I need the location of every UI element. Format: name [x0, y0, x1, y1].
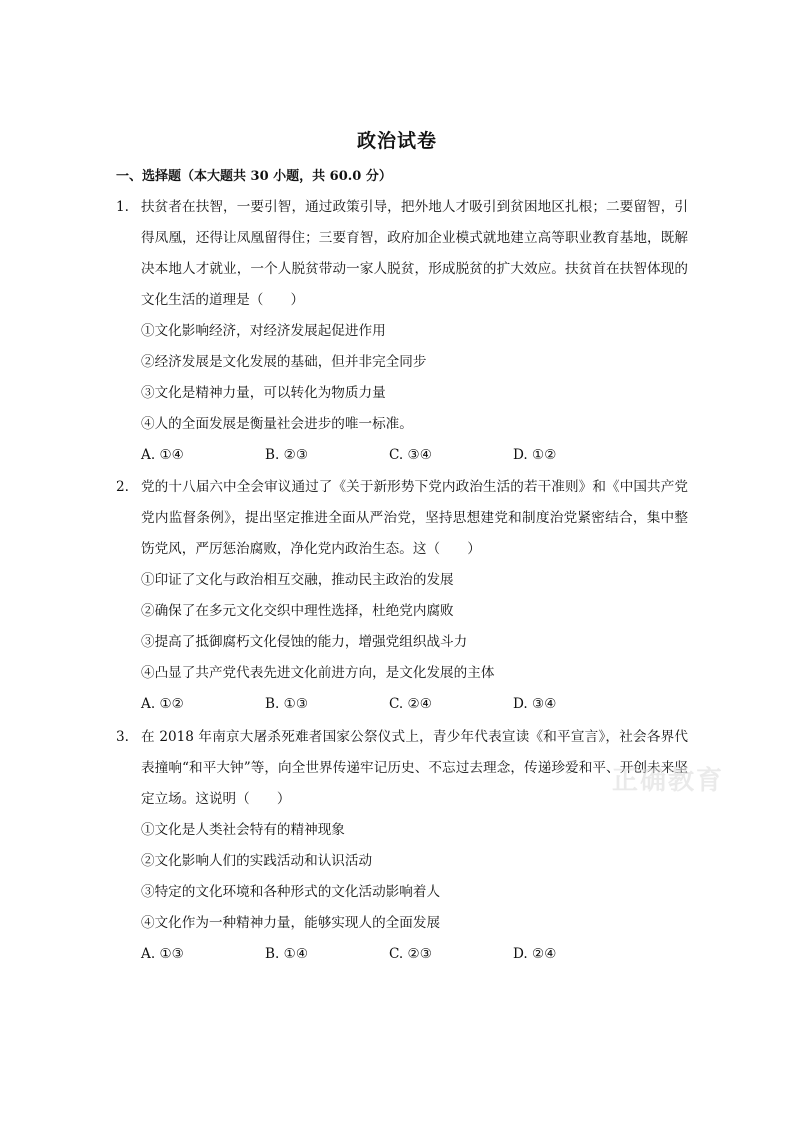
answer-choices	[141, 939, 688, 970]
choice-d[interactable]: D. ③④	[513, 696, 557, 712]
question-2	[116, 472, 688, 720]
choice-a[interactable]: A. ①②	[141, 696, 184, 712]
statement-2: ②确保了在多元文化交织中理性选择，杜绝党内腐败	[141, 603, 454, 619]
section-heading: 一、选择题（本大题共 30 小题，共 60.0 分）	[116, 169, 392, 184]
choice-c[interactable]: C. ②③	[389, 946, 432, 962]
question-number: 1.	[116, 199, 129, 215]
choice-a[interactable]: A. ①③	[141, 946, 184, 962]
question-stem: 党的十八届六中全会审议通过了《关于新形势下党内政治生活的若干准则》和《中国共产党党内监督条例》，提出坚定推进全面从严治党，坚持思想建党和制度治党紧密结合，集中整饬党风，严厉惩治腐败，净化党内政治生态。这（ ）	[141, 479, 688, 557]
page-title: 政治试卷	[356, 130, 437, 152]
choice-b[interactable]: B. ①③	[265, 696, 309, 712]
question-stem: 在 2018 年南京大屠杀死难者国家公祭仪式上，青少年代表宣读《和平宣言》，社会各界代表撞响“和平大钟”等，向全世界传递牢记历史、不忘过去理念，传递珍爱和平、开创未来坚定立场。这说明（ ）	[141, 729, 688, 807]
statement-1: ①印证了文化与政治相互交融，推动民主政治的发展	[141, 572, 454, 588]
choice-a[interactable]: A. ①④	[141, 447, 184, 463]
choice-c[interactable]: C. ③④	[389, 447, 432, 463]
question-1	[116, 192, 688, 471]
statement-3: ③提高了抵御腐朽文化侵蚀的能力，增强党组织战斗力	[141, 634, 468, 650]
answer-choices	[141, 440, 688, 471]
choice-d[interactable]: D. ①②	[513, 447, 557, 463]
statement-4: ④凸显了共产党代表先进文化前进方向，是文化发展的主体	[141, 665, 495, 681]
question-body	[141, 472, 688, 720]
statement-1: ①文化影响经济，对经济发展起促进作用	[141, 323, 386, 339]
watermark: 正确教育	[612, 766, 725, 796]
question-3	[116, 722, 688, 970]
statement-2: ②经济发展是文化发展的基础，但并非完全同步	[141, 354, 427, 370]
choice-b[interactable]: B. ①④	[265, 946, 309, 962]
statement-3: ③文化是精神力量，可以转化为物质力量	[141, 385, 386, 401]
question-stem: 扶贫者在扶智，一要引智，通过政策引导，把外地人才吸引到贫困地区扎根；二要留智，引得凤凰，还得让凤凰留得住；三要育智，政府加企业模式就地建立高等职业教育基地，既解决本地人才就业，一个人脱贫带动一家人脱贫，形成脱贫的扩大效应。扶贫首在扶智体现的文化生活的道理是（ ）	[141, 199, 688, 308]
choice-c[interactable]: C. ②④	[389, 696, 432, 712]
statement-4: ④文化作为一种精神力量，能够实现人的全面发展	[141, 915, 441, 931]
choice-b[interactable]: B. ②③	[265, 447, 309, 463]
statement-2: ②文化影响人们的实践活动和认识活动	[141, 853, 373, 869]
statement-3: ③特定的文化环境和各种形式的文化活动影响着人	[141, 884, 441, 900]
answer-choices	[141, 689, 688, 720]
statement-1: ①文化是人类社会特有的精神现象	[141, 822, 345, 838]
question-body	[141, 722, 688, 970]
question-number: 2.	[116, 479, 129, 495]
statement-4: ④人的全面发展是衡量社会进步的唯一标准。	[141, 416, 413, 432]
question-number: 3.	[116, 729, 129, 745]
question-body	[141, 192, 688, 471]
choice-d[interactable]: D. ②④	[513, 946, 557, 962]
